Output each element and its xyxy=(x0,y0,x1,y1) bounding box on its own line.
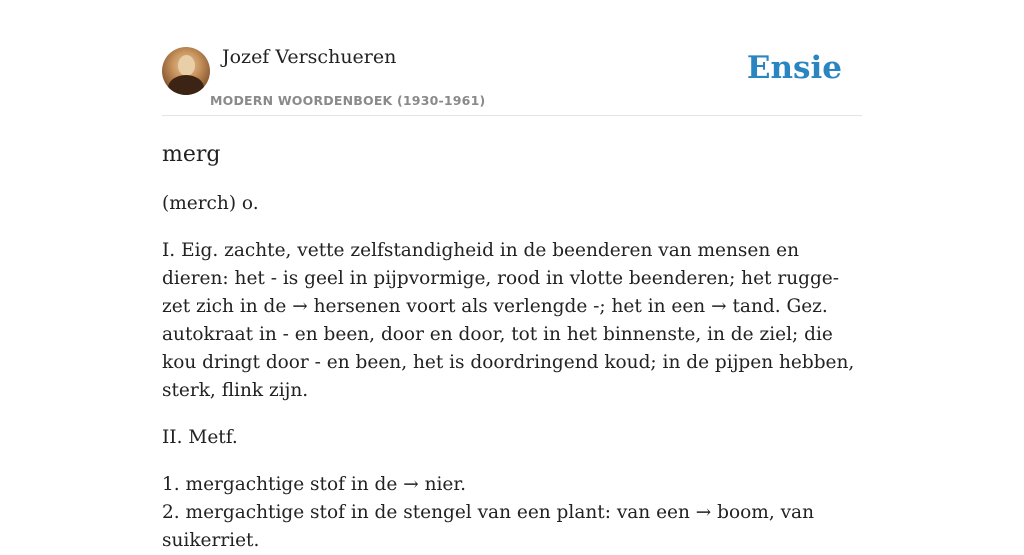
definition-paragraph: I. Eig. zachte, vette zelfstandigheid in de beenderen van mensen en dieren: het - is geel in pijpvormige, rood in vlotte beenderen; het rugge-zet zich in de → hersenen voort als verlengde -; het in een → tand. Gez. autokraat in - en been, door en door, tot in het binnenste, in de ziel; die kou dringt door - en been, het is doordringend koud; in de pijpen hebben, sterk, flink zijn. xyxy=(162,240,855,401)
avatar-body xyxy=(168,75,204,95)
headword: merg xyxy=(162,142,221,167)
page xyxy=(162,0,862,555)
brand-logo[interactable]: Ensie xyxy=(746,50,842,86)
author-name[interactable]: Jozef Verschueren xyxy=(222,46,397,68)
definition-list: 1. mergachtige stof in de → nier. 2. mergachtige stof in de stengel van een plant: van een → boom, van suikerriet. xyxy=(162,474,814,551)
header xyxy=(162,0,862,116)
definition-paragraph: II. Metf. xyxy=(162,427,238,448)
avatar-head xyxy=(178,55,195,76)
part-of-speech: (merch) o. xyxy=(162,193,259,214)
entry-content xyxy=(162,140,862,555)
author-avatar[interactable] xyxy=(162,47,210,95)
source-title[interactable]: MODERN WOORDENBOEK (1930-1961) xyxy=(210,93,486,108)
